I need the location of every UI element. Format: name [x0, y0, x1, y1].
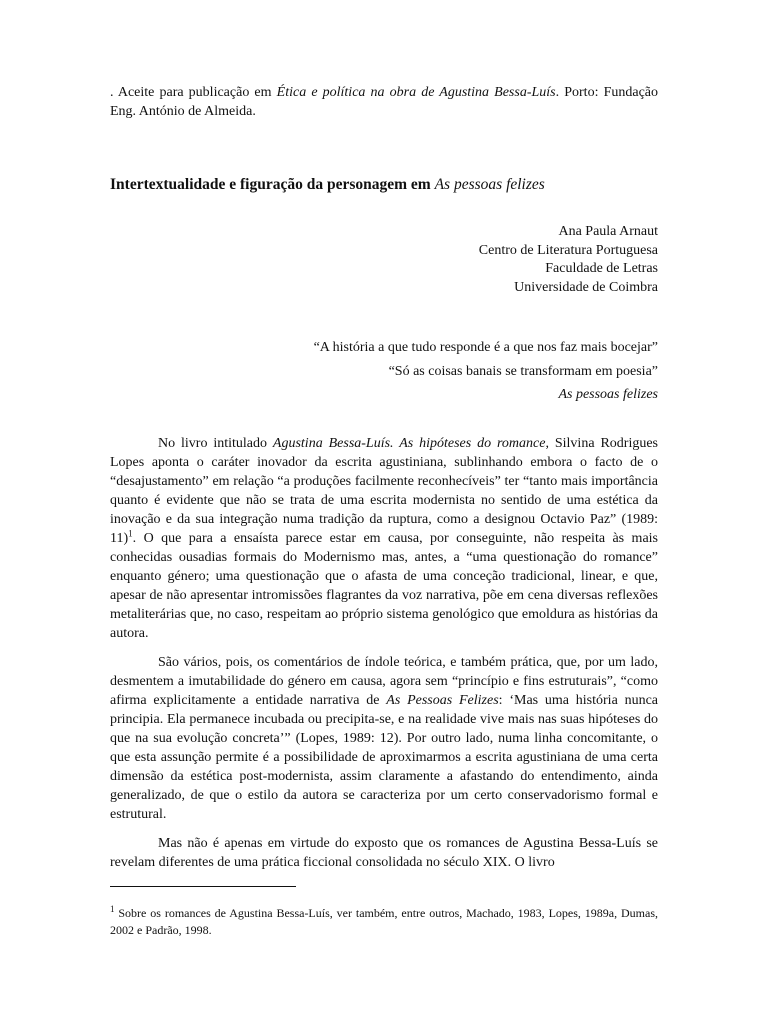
epigraph-line-2: “Só as coisas banais se transformam em poesia”: [388, 364, 658, 379]
author-block: [479, 223, 658, 297]
paragraph-text: No livro intitulado: [158, 436, 273, 451]
paragraph-text: , Silvina Rodrigues Lopes aponta o caráter inovador da escrita agustiniana, sublinhando embora o facto de o “desajustamento” em relação “a produções facilmente reconhecíveis” ter “tanto mais importância quanto é evidente que não se trata de uma escrita modernista no sentido de uma estética da inovação e da sua integração numa tradição da ruptura, como a designou Octavio Paz” (1989: 11): [110, 436, 658, 546]
body-paragraph-3: Mas não é apenas em virtude do exposto que os romances de Agustina Bessa-Luís se revelam diferentes de uma prática ficcional consolidada no século XIX. O livro: [110, 836, 658, 870]
author-name: Ana Paula Arnaut: [558, 224, 658, 239]
cited-book-title: Agustina Bessa-Luís. As hipóteses do romance: [272, 436, 546, 451]
author-center: Centro de Literatura Portuguesa: [478, 242, 658, 258]
article-title-main: Intertextualidade e figuração da personagem em: [110, 176, 435, 193]
body-paragraph-2: [110, 653, 658, 824]
publication-note: [110, 83, 658, 121]
footnote-divider: [110, 886, 296, 887]
body-paragraph-1: [110, 434, 658, 643]
footnote-text: Sobre os romances de Agustina Bessa-Luís, ver também, entre outros, Machado, 1983, Lopes, 1989a, Dumas, 2002 e Padrão, 1998.: [110, 906, 658, 937]
article-title: [110, 176, 545, 194]
publication-note-prefix: . Aceite para publicação em: [110, 85, 277, 100]
footnote: [110, 905, 658, 939]
footnote-reference[interactable]: 1: [128, 528, 133, 539]
paragraph-text: : ‘Mas uma história nunca principia. Ela permanece incubada ou precipita-se, e na realidade vive mais nas suas hipóteses do que na sua evolução concreta’” (Lopes, 1989: 12). Por outro lado, numa linha concomitante, o que esta assunção permite é a possibilidade de aproximarmos a escrita agustiniana de uma certa dimensão da estética post-modernista, assim claramente a afastando do entendimento, ainda generalizado, de que o estilo da autora se caracteriza por um certo conservadorismo formal e estrutural.: [110, 693, 659, 822]
footnote-number: 1: [110, 904, 115, 914]
author-university: Universidade de Coimbra: [514, 279, 658, 295]
paragraph-text: São vários, pois, os comentários de índole teórica, e também prática, que, por um lado, desmentem a imutabilidade do género em causa, agora sem “princípio e fins estruturais”, “como afirma explicitamente a entidade narrativa de: [110, 655, 658, 708]
article-title-italic: As pessoas felizes: [434, 176, 545, 193]
cited-book-title: As Pessoas Felizes: [386, 693, 499, 708]
epigraph-source: [558, 387, 658, 403]
author-faculty: Faculdade de Letras: [545, 261, 658, 276]
publication-book-title: Ética e política na obra de Agustina Bessa-Luís: [276, 85, 556, 100]
paragraph-text: . O que para a ensaísta parece estar em causa, por conseguinte, não respeita às mais conhecidas ousadias formais do Modernismo mas, antes, a “uma questionação do romance” enquanto género; uma questionação que o afasta de uma conceção tradicional, linear, e que, apesar de não apresentar intromissões flagrantes da voz narrativa, põe em cena diversas reflexões metaliterárias que, no caso, respeitam ao próprio sistema genológico que emoldura as histórias da autora.: [110, 531, 658, 641]
epigraph-line-1: “A história a que tudo responde é a que nos faz mais bocejar”: [313, 340, 658, 355]
publication-note-suffix: . Porto: Fundação Eng. António de Almeida.: [110, 85, 659, 119]
epigraph-source-title: As pessoas felizes: [558, 387, 658, 402]
